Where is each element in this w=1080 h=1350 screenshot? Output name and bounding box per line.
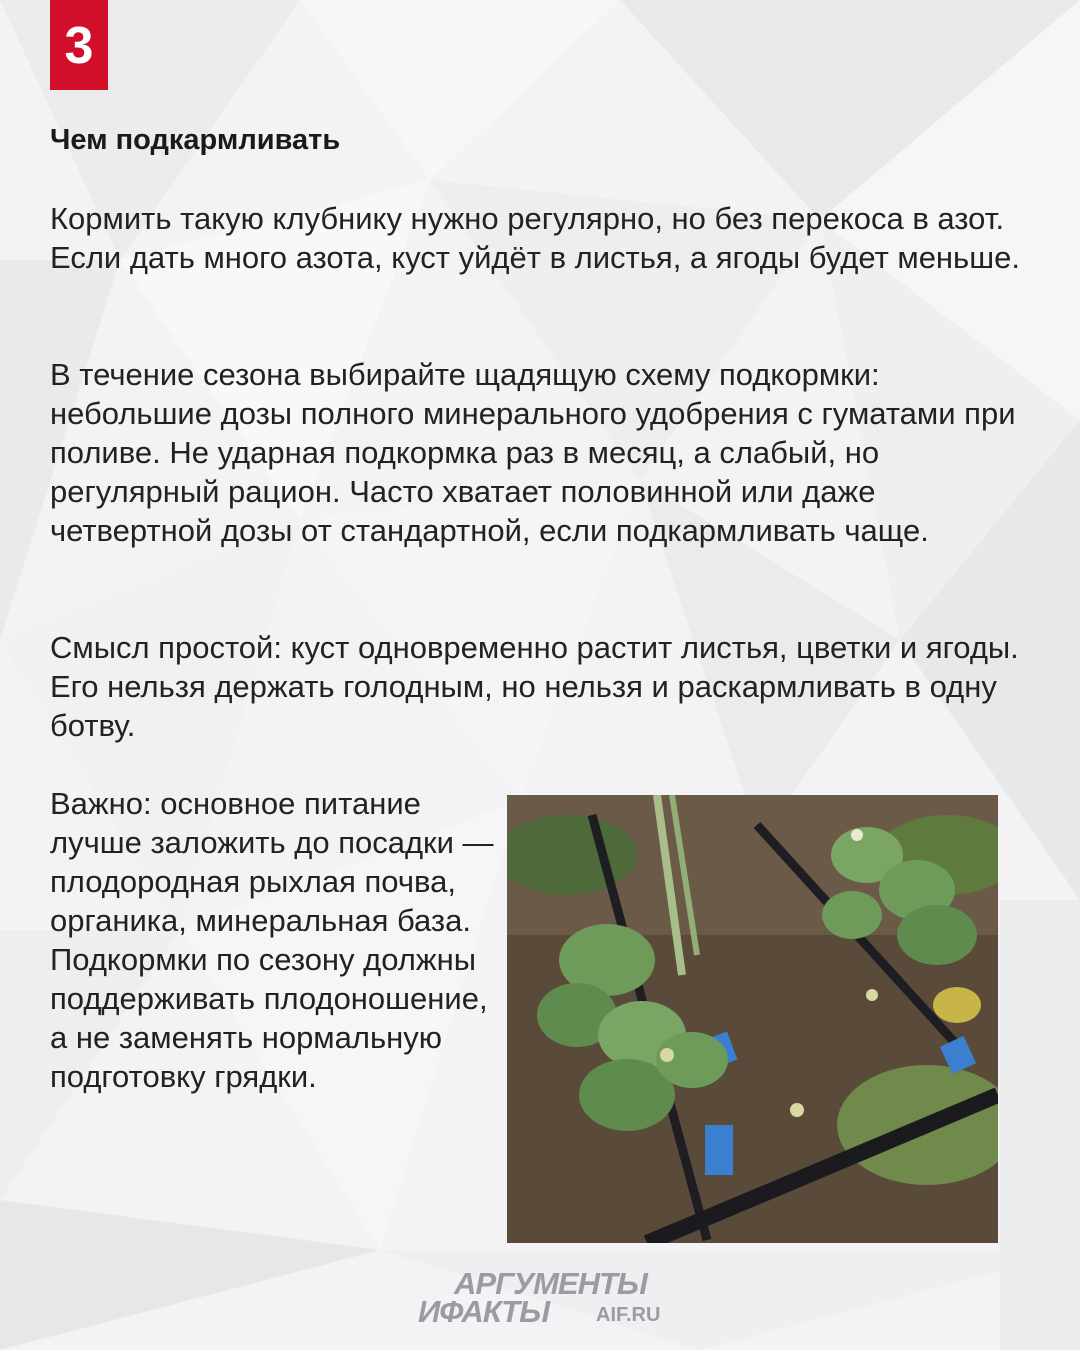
slide-number-badge <box>50 0 108 90</box>
section-heading: Чем подкармливать <box>50 124 341 156</box>
paragraph-feeding-scheme: В течение сезона выбирайте щадящую схему подкормки: небольшие дозы полного минерального удобрения с гуматами при поливе. Не ударная подкормка раз в месяц, а слабый, но регулярный рацион. Часто хватает половинной или даже четвертной дозы от стандартной, если подкармливать чаще. <box>50 357 1016 548</box>
aif-logo <box>418 1268 708 1330</box>
logo-site: AIF.RU <box>596 1304 661 1326</box>
paragraph-meaning: Смысл простой: куст одновременно растит листья, цветки и ягоды. Его нельзя держать голодным, но нельзя и раскармливать в одну ботву. <box>50 630 1019 743</box>
paragraph-important: Важно: основное питание лучше заложить до посадки — плодородная рыхлая почва, органика, минеральная база. Подкормки по сезону должны поддерживать плодоношение, а не заменять нормальную подготовку грядки. <box>50 786 494 1094</box>
strawberry-bed-photo <box>507 795 998 1243</box>
paragraph-nitrogen: Кормить такую клубнику нужно регулярно, но без перекоса в азот. Если дать много азота, куст уйдёт в листья, а ягоды будет меньше. <box>50 201 1020 275</box>
logo-text-line2: ИФАКТЫ <box>418 1294 550 1329</box>
slide-number: 3 <box>64 17 94 75</box>
logo-text-line1: АРГУМЕНТЫ <box>454 1266 647 1301</box>
